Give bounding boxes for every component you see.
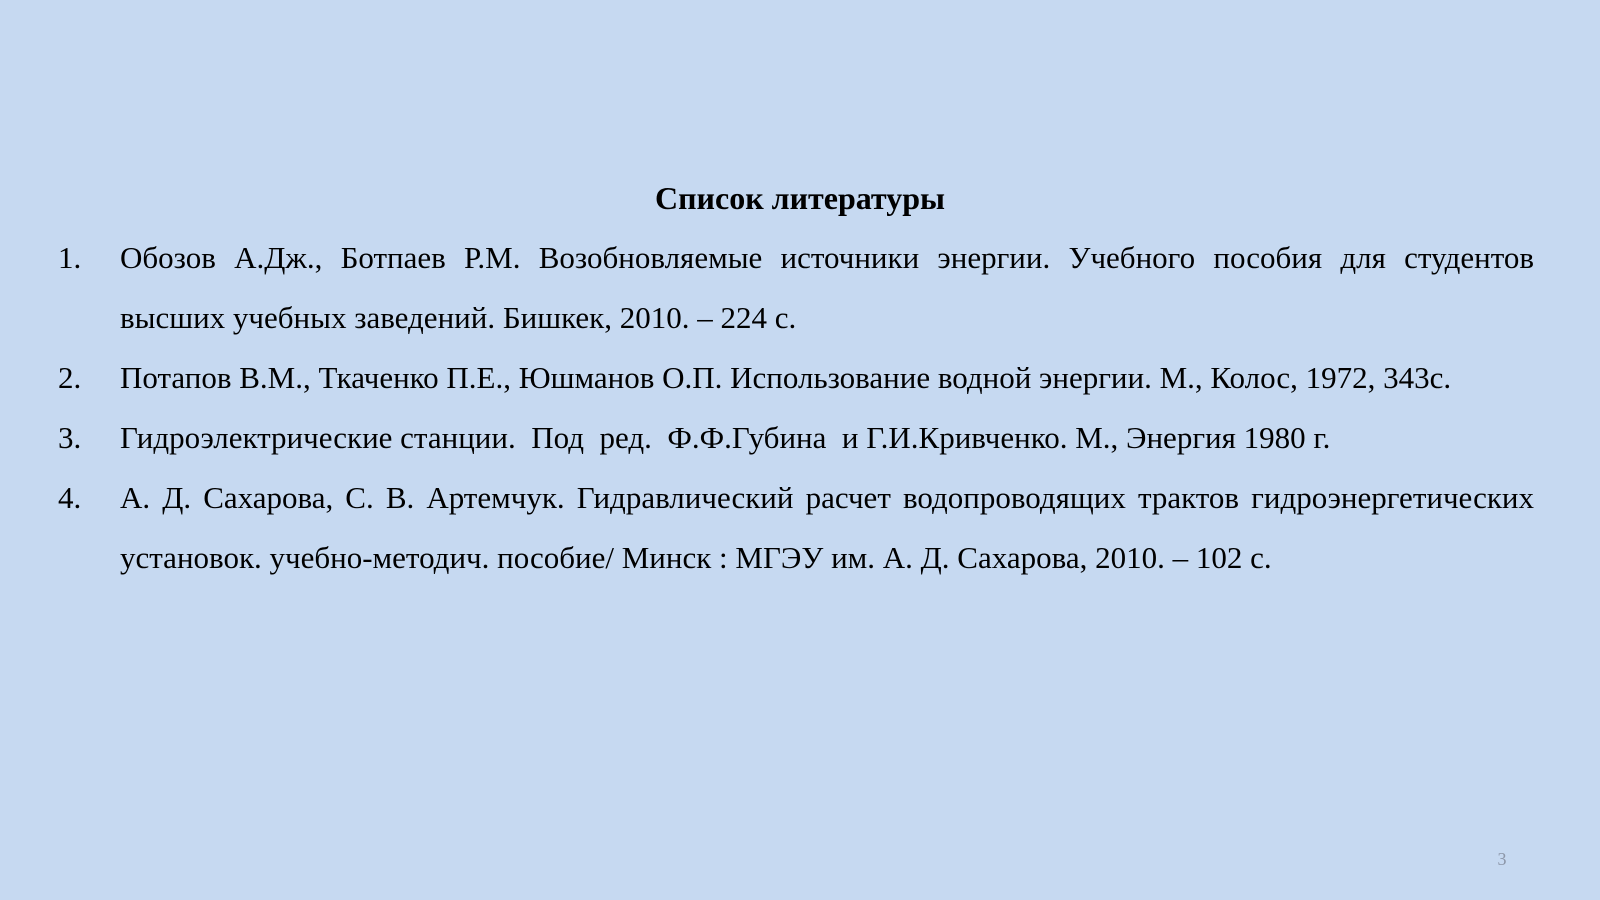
reference-item [58,348,1534,408]
reference-text: Обозов А.Дж., Ботпаев Р.М. Возобновляемые источники энергии. Учебного пособия для студентов высших учебных заведений. Бишкек, 2010. – 224 с. [120,240,1534,335]
page-number: 3 [1497,849,1507,869]
reference-number: 1. [58,240,82,275]
reference-text: А. Д. Сахарова, С. В. Артемчук. Гидравлический расчет водопроводящих трактов гидроэнергетических установок. учебно-методич. пособие/ Минск : МГЭУ им. А. Д. Сахарова, 2010. – 102 с. [120,480,1534,575]
reference-item [58,468,1534,588]
reference-number: 2. [58,360,82,395]
reference-number: 4. [58,480,82,515]
reference-item [58,228,1534,348]
reference-number: 3. [58,420,82,455]
reference-text: Гидроэлектрические станции. Под ред. Ф.Ф.Губина и Г.И.Кривченко. М., Энергия 1980 г. [120,420,1331,455]
reference-item [58,408,1534,468]
slide-title: Список литературы [655,180,945,216]
reference-list [58,228,1534,588]
reference-text: Потапов В.М., Ткаченко П.Е., Юшманов О.П. Использование водной энергии. М., Колос, 1972, 343с. [120,360,1452,395]
